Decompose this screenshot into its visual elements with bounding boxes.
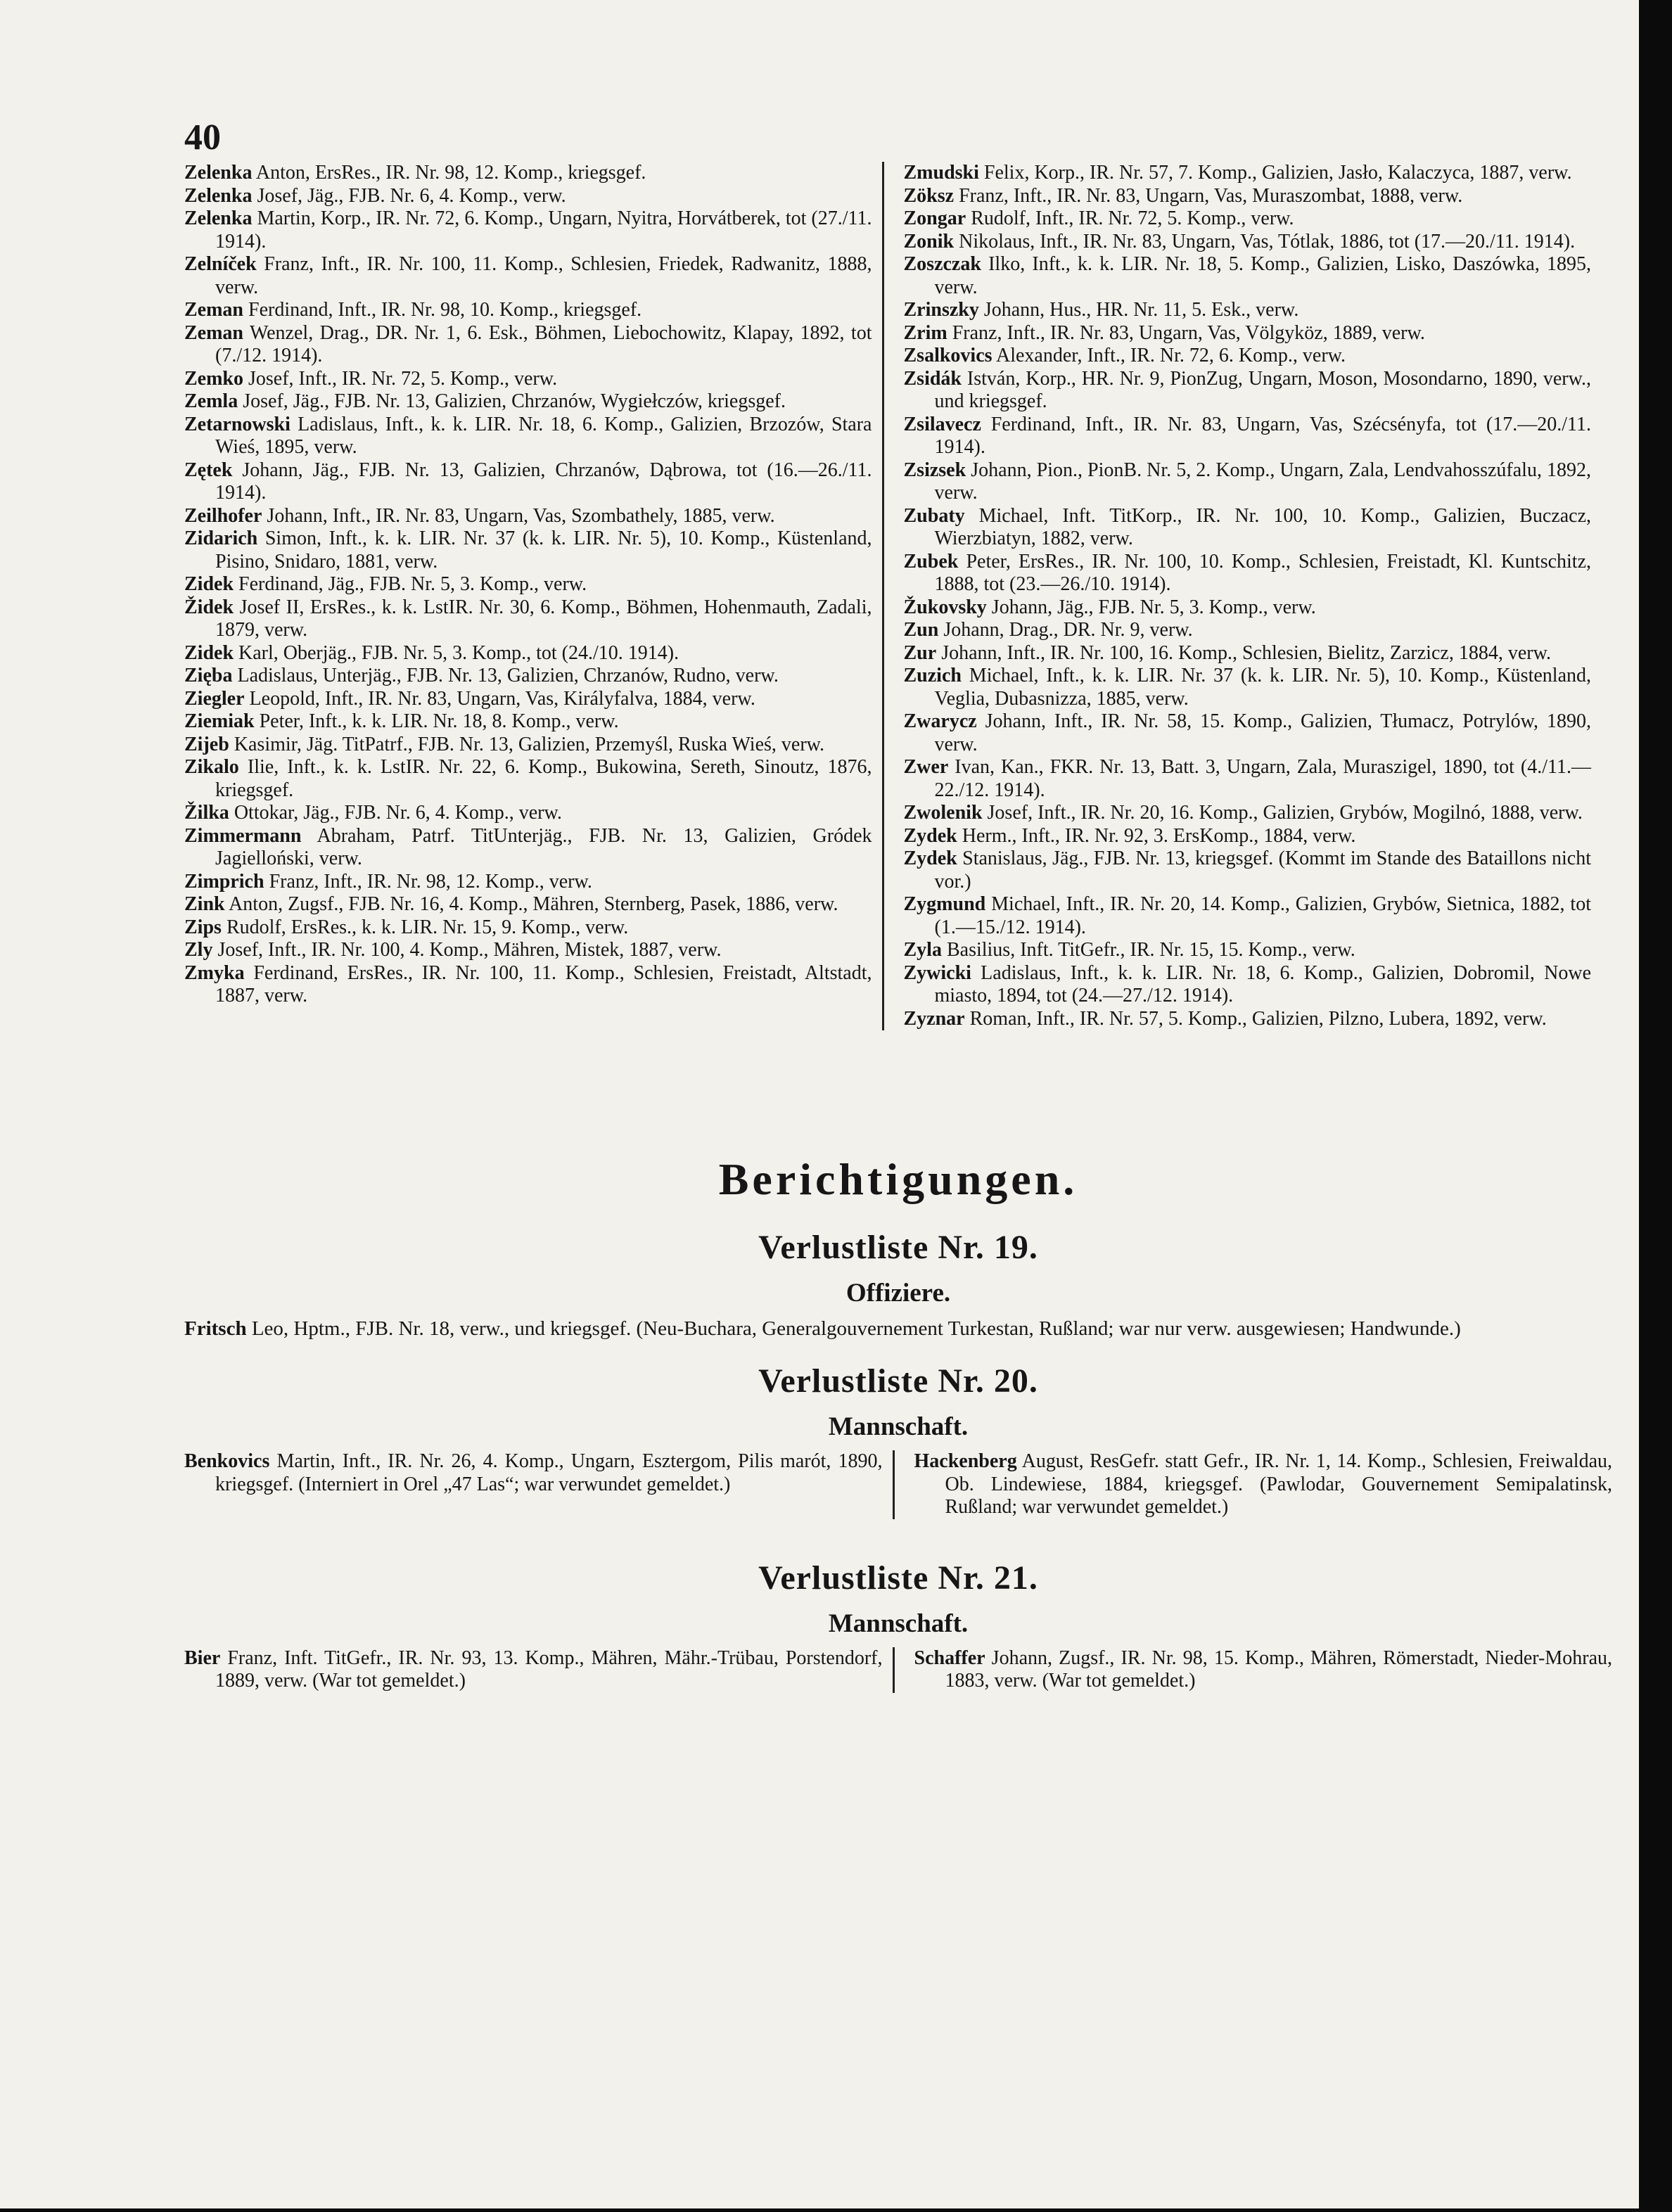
entry-details: Herm., Inft., IR. Nr. 92, 3. ErsKomp., 1884, verw. <box>957 824 1356 847</box>
list-20-right-column <box>893 1450 1613 1519</box>
list-21-right-entry <box>914 1647 1613 1693</box>
entry-details: Peter, ErsRes., IR. Nr. 100, 10. Komp., Schlesien, Freistadt, Kl. Kuntschitz, 1888, tot (23.—26./10. 1914). <box>934 550 1591 595</box>
entry-details: Franz, Inft., IR. Nr. 83, Ungarn, Vas, Muraszombat, 1888, verw. <box>954 184 1463 207</box>
entry-name: Zimmermann <box>184 824 302 847</box>
entry-name: Zidarich <box>184 528 258 549</box>
casualty-entry <box>904 825 1592 848</box>
casualty-entry <box>904 459 1592 505</box>
entry-name: Zemko <box>184 367 243 390</box>
entry-name: Zsizsek <box>903 459 966 481</box>
list-19-category: Offiziere. <box>845 1279 951 1308</box>
entry-name: Zrim <box>903 321 947 344</box>
casualty-entry <box>904 207 1592 231</box>
list-20-columns <box>184 1450 1612 1519</box>
entry-name: Zly <box>184 939 213 961</box>
casualty-entry <box>184 299 872 322</box>
entry-details: Johann, Inft., IR. Nr. 100, 16. Komp., Schlesien, Bielitz, Zarzicz, 1884, verw. <box>936 641 1551 664</box>
entry-details: Josef, Inft., IR. Nr. 72, 5. Komp., verw. <box>243 367 558 390</box>
entry-name: Zrinszky <box>903 299 979 321</box>
casualty-entry <box>904 345 1592 368</box>
entry-name: Bier <box>184 1647 221 1669</box>
list-19-entry <box>184 1317 1612 1341</box>
entry-details: Johann, Jäg., FJB. Nr. 5, 3. Komp., verw. <box>986 596 1316 618</box>
casualty-entry <box>184 505 872 528</box>
entry-details: Basilius, Inft. TitGefr., IR. Nr. 15, 15. Komp., verw. <box>941 939 1355 961</box>
entry-details: Ferdinand, Inft., IR. Nr. 98, 10. Komp., kriegsgef. <box>243 299 642 321</box>
list-21-category: Mannschaft. <box>828 1609 969 1638</box>
entry-name: Zyla <box>903 939 942 961</box>
entry-details: Ferdinand, Jäg., FJB. Nr. 5, 3. Komp., verw. <box>234 573 587 595</box>
entry-name: Zsidák <box>903 367 962 390</box>
casualty-entry <box>904 322 1592 345</box>
entry-name: Zetarnowski <box>184 413 291 435</box>
casualty-entry <box>184 253 872 299</box>
list-20-left-entry <box>184 1450 883 1496</box>
casualty-entry <box>184 734 872 757</box>
entry-name: Zeilhofer <box>184 504 262 527</box>
casualty-list-columns <box>184 162 1591 1030</box>
entry-details: Johann, Pion., PionB. Nr. 5, 2. Komp., Ungarn, Zala, Lendvahosszúfalu, 1892, verw. <box>934 459 1591 504</box>
casualty-entry <box>904 299 1592 322</box>
list-19-heading: Verlustliste Nr. 19. <box>758 1229 1038 1266</box>
entry-details: Ladislaus, Unterjäg., FJB. Nr. 13, Galizien, Chrzanów, Rudno, verw. <box>232 665 779 686</box>
entry-details: Anton, ErsRes., IR. Nr. 98, 12. Komp., kriegsgef. <box>252 162 646 184</box>
list-20-heading: Verlustliste Nr. 20. <box>758 1362 1038 1400</box>
entry-details: Nikolaus, Inft., IR. Nr. 83, Ungarn, Vas, Tótlak, 1886, tot (17.—20./11. 1914). <box>954 230 1576 252</box>
entry-name: Zsilavecz <box>903 413 981 435</box>
casualty-entry <box>904 665 1592 710</box>
casualty-entry <box>184 962 872 1008</box>
entry-name: Schaffer <box>914 1647 985 1669</box>
list-20-left-column <box>184 1450 893 1519</box>
entry-name: Hackenberg <box>914 1450 1017 1472</box>
entry-name: Zeman <box>184 321 243 344</box>
entry-name: Zink <box>184 893 225 915</box>
entry-name: Židek <box>184 596 234 618</box>
entry-details: Michael, Inft., k. k. LIR. Nr. 37 (k. k. LIR. Nr. 5), 10. Komp., Küstenland, Veglia, Dubasnizza, 1885, verw. <box>934 665 1591 710</box>
entry-name: Zidek <box>184 641 234 664</box>
casualty-entry <box>904 802 1592 825</box>
casualty-entry <box>904 642 1592 665</box>
casualty-entry <box>904 162 1592 185</box>
casualty-entry <box>184 688 872 711</box>
list-21-heading: Verlustliste Nr. 21. <box>758 1559 1038 1597</box>
entry-details: Ladislaus, Inft., k. k. LIR. Nr. 18, 6. Komp., Galizien, Dobromil, Nowe miasto, 1894, tot (24.—27./12. 1914). <box>934 961 1591 1006</box>
entry-details: Ferdinand, ErsRes., IR. Nr. 100, 11. Komp., Schlesien, Freistadt, Altstadt, 1887, verw. <box>215 961 872 1006</box>
entry-details: Karl, Oberjäg., FJB. Nr. 5, 3. Komp., tot (24./10. 1914). <box>234 641 679 664</box>
casualty-entry <box>904 756 1592 802</box>
entry-details: Martin, Korp., IR. Nr. 72, 6. Komp., Ungarn, Nyitra, Horvátberek, tot (27./11. 1914). <box>215 207 872 252</box>
casualty-entry <box>904 231 1592 254</box>
entry-details: Johann, Inft., IR. Nr. 58, 15. Komp., Galizien, Tłumacz, Potrylów, 1890, verw. <box>934 710 1591 755</box>
entry-details: Josef, Inft., IR. Nr. 100, 4. Komp., Mähren, Mistek, 1887, verw. <box>212 939 722 961</box>
entry-name: Zwolenik <box>903 802 983 824</box>
entry-details: Anton, Zugsf., FJB. Nr. 16, 4. Komp., Mähren, Sternberg, Pasek, 1886, verw. <box>224 893 838 915</box>
list-21-columns <box>184 1647 1612 1693</box>
casualty-entry <box>184 871 872 894</box>
casualty-entry <box>904 619 1592 642</box>
entry-name: Zeman <box>184 299 243 321</box>
entry-name: Zikalo <box>184 756 239 778</box>
entry-name: Fritsch <box>184 1317 247 1340</box>
entry-name: Zubek <box>903 550 959 573</box>
casualty-entry <box>904 414 1592 459</box>
right-column <box>882 162 1592 1030</box>
casualty-entry <box>184 916 872 940</box>
entry-name: Zięba <box>184 665 233 686</box>
entry-name: Ziemiak <box>184 710 255 732</box>
entry-details: Wenzel, Drag., DR. Nr. 1, 6. Esk., Böhmen, Liebochowitz, Klapay, 1892, tot (7./12. 1914). <box>215 321 872 366</box>
entry-details: Franz, Inft., IR. Nr. 100, 11. Komp., Schlesien, Friedek, Radwanitz, 1888, verw. <box>215 253 872 298</box>
casualty-entry <box>904 893 1592 939</box>
casualty-entry <box>904 848 1592 893</box>
entry-details: Franz, Inft., IR. Nr. 83, Ungarn, Vas, Völgyköz, 1889, verw. <box>947 321 1425 344</box>
entry-details: Simon, Inft., k. k. LIR. Nr. 37 (k. k. LIR. Nr. 5), 10. Komp., Küstenland, Pisino, Snidaro, 1881, verw. <box>215 528 872 573</box>
entry-name: Zmyka <box>184 961 245 984</box>
entry-name: Zidek <box>184 573 234 595</box>
entry-details: Leopold, Inft., IR. Nr. 83, Ungarn, Vas, Királyfalva, 1884, verw. <box>244 687 755 710</box>
entry-name: Zur <box>903 641 937 664</box>
entry-details: Kasimir, Jäg. TitPatrf., FJB. Nr. 13, Galizien, Przemyśl, Ruska Wieś, verw. <box>229 733 825 755</box>
casualty-entry <box>184 939 872 962</box>
casualty-entry <box>184 596 872 642</box>
casualty-entry <box>904 596 1592 620</box>
entry-name: Zyznar <box>903 1007 965 1030</box>
entry-details: Josef, Jäg., FJB. Nr. 13, Galizien, Chrzanów, Wygiełczów, kriegsgef. <box>238 390 786 412</box>
page-number: 40 <box>184 117 221 158</box>
entry-name: Benkovics <box>184 1450 270 1472</box>
entry-name: Zonik <box>903 230 955 252</box>
casualty-entry <box>904 939 1592 962</box>
casualty-entry <box>904 253 1592 299</box>
list-20-category: Mannschaft. <box>828 1412 969 1441</box>
entry-details: Johann, Zugsf., IR. Nr. 98, 15. Komp., Mähren, Römerstadt, Nieder-Mohrau, 1883, verw. (War tot gemeldet.) <box>945 1647 1612 1692</box>
entry-name: Zöksz <box>903 184 955 207</box>
left-column <box>184 162 882 1030</box>
casualty-entry <box>904 710 1592 756</box>
entry-details: Josef, Inft., IR. Nr. 20, 16. Komp., Galizien, Grybów, Mogilnó, 1888, verw. <box>982 802 1583 824</box>
casualty-entry <box>184 207 872 253</box>
entry-details: Abraham, Patrf. TitUnterjäg., FJB. Nr. 13, Galizien, Gródek Jagielloński, verw. <box>215 824 872 869</box>
list-21-left-column <box>184 1647 893 1693</box>
entry-name: Zijeb <box>184 733 229 755</box>
casualty-entry <box>904 1008 1592 1031</box>
casualty-entry <box>184 642 872 665</box>
entry-name: Zongar <box>903 207 966 229</box>
casualty-entry <box>904 368 1592 414</box>
casualty-entry <box>184 368 872 391</box>
casualty-entry <box>904 185 1592 208</box>
entry-details: Josef, Jäg., FJB. Nr. 6, 4. Komp., verw. <box>252 184 566 207</box>
casualty-entry <box>904 551 1592 596</box>
entry-details: István, Korp., HR. Nr. 9, PionZug, Ungarn, Moson, Mosondarno, 1890, verw., und kriegsgef. <box>934 367 1591 412</box>
entry-details: Rudolf, Inft., IR. Nr. 72, 5. Komp., verw. <box>966 207 1294 229</box>
entry-name: Zygmund <box>903 893 986 915</box>
entry-details: Ottokar, Jäg., FJB. Nr. 6, 4. Komp., verw. <box>229 802 562 824</box>
entry-name: Zelníček <box>184 253 257 275</box>
entry-name: Zubaty <box>903 504 965 527</box>
list-21-left-entry <box>184 1647 883 1693</box>
entry-name: Zuzich <box>903 665 962 686</box>
entry-name: Zydek <box>903 824 957 847</box>
entry-details: Ladislaus, Inft., k. k. LIR. Nr. 18, 6. Komp., Galizien, Brzozów, Stara Wieś, 1895, verw. <box>215 413 872 458</box>
casualty-entry <box>184 893 872 916</box>
entry-details: Roman, Inft., IR. Nr. 57, 5. Komp., Galizien, Pilzno, Lubera, 1892, verw. <box>964 1007 1547 1030</box>
entry-name: Zwer <box>903 756 949 778</box>
entry-details: Ivan, Kan., FKR. Nr. 13, Batt. 3, Ungarn, Zala, Muraszigel, 1890, tot (4./11.—22./12. 1914). <box>934 756 1591 801</box>
casualty-entry <box>184 185 872 208</box>
casualty-entry <box>184 459 872 505</box>
casualty-entry <box>904 962 1592 1008</box>
casualty-entry <box>184 528 872 573</box>
entry-details: Franz, Inft. TitGefr., IR. Nr. 93, 13. Komp., Mähren, Mähr.-Trübau, Porstendorf, 1889, verw. (War tot gemeldet.) <box>215 1647 883 1692</box>
casualty-entry <box>184 322 872 368</box>
entry-details: Ilko, Inft., k. k. LIR. Nr. 18, 5. Komp., Galizien, Lisko, Daszówka, 1895, verw. <box>934 253 1591 298</box>
entry-details: Michael, Inft., IR. Nr. 20, 14. Komp., Galizien, Grybów, Sietnica, 1882, tot (1.—15./12. 1914). <box>934 893 1591 938</box>
entry-details: Stanislaus, Jäg., FJB. Nr. 13, kriegsgef. (Kommt im Stande des Bataillons nicht vor.) <box>934 848 1591 893</box>
casualty-entry <box>184 825 872 871</box>
entry-details: Peter, Inft., k. k. LIR. Nr. 18, 8. Komp., verw. <box>254 710 619 732</box>
entry-details: Franz, Inft., IR. Nr. 98, 12. Komp., verw. <box>264 870 592 893</box>
entry-details: Felix, Korp., IR. Nr. 57, 7. Komp., Galizien, Jasło, Kalaczyca, 1887, verw. <box>978 162 1572 184</box>
entry-details: Martin, Inft., IR. Nr. 26, 4. Komp., Ungarn, Esztergom, Pilis marót, 1890, kriegsgef. (Interniert in Orel „47 Las“; war verwundet gemeldet.) <box>215 1450 883 1495</box>
entry-name: Ziegler <box>184 687 245 710</box>
casualty-entry <box>184 390 872 414</box>
casualty-entry <box>184 665 872 688</box>
entry-name: Zelenka <box>184 184 253 207</box>
entry-details: Leo, Hptm., FJB. Nr. 18, verw., und kriegsgef. (Neu-Buchara, Generalgouvernement Turkestan, Rußland; war nur verw. ausgewiesen; Handwunde.) <box>246 1317 1461 1340</box>
entry-details: Johann, Drag., DR. Nr. 9, verw. <box>938 619 1193 641</box>
entry-name: Zelenka <box>184 207 253 229</box>
entry-name: Zwarycz <box>903 710 977 732</box>
entry-details: Alexander, Inft., IR. Nr. 72, 6. Komp., verw. <box>992 345 1346 366</box>
list-21-right-column <box>893 1647 1613 1693</box>
entry-details: Michael, Inft. TitKorp., IR. Nr. 100, 10. Komp., Galizien, Buczacz, Wierzbiatyn, 1882, verw. <box>934 504 1591 549</box>
entry-name: Zsalkovics <box>903 345 993 366</box>
corrections-heading: Berichtigungen. <box>718 1154 1078 1204</box>
entry-name: Zydek <box>903 848 957 869</box>
entry-name: Zmudski <box>903 162 979 184</box>
casualty-entry <box>184 710 872 734</box>
entry-name: Zywicki <box>903 961 971 984</box>
entry-details: August, ResGefr. statt Gefr., IR. Nr. 1, 14. Komp., Schlesien, Freiwaldau, Ob. Lindewiese, 1884, kriegsgef. (Pawlodar, Gouvernement Semipalatinsk, Rußland; war verwundet gemeldet.) <box>945 1450 1612 1518</box>
entry-name: Žukovsky <box>903 596 987 618</box>
casualty-entry <box>904 505 1592 551</box>
entry-name: Zętek <box>184 459 233 481</box>
entry-name: Zemla <box>184 390 238 412</box>
list-20-right-entry <box>914 1450 1613 1519</box>
casualty-entry <box>184 414 872 459</box>
entry-name: Zips <box>184 916 222 938</box>
entry-name: Žilka <box>184 802 229 824</box>
entry-details: Johann, Inft., IR. Nr. 83, Ungarn, Vas, Szombathely, 1885, verw. <box>262 504 775 527</box>
entry-name: Zelenka <box>184 162 253 184</box>
casualty-entry <box>184 162 872 185</box>
entry-details: Johann, Jäg., FJB. Nr. 13, Galizien, Chrzanów, Dąbrowa, tot (16.—26./11. 1914). <box>215 459 872 504</box>
entry-name: Zoszczak <box>903 253 981 275</box>
entry-name: Zimprich <box>184 870 264 893</box>
entry-details: Ilie, Inft., k. k. LstIR. Nr. 22, 6. Komp., Bukowina, Sereth, Sinoutz, 1876, kriegsgef. <box>215 756 872 801</box>
casualty-entry <box>184 802 872 825</box>
casualty-entry <box>184 573 872 596</box>
entry-details: Rudolf, ErsRes., k. k. LIR. Nr. 15, 9. Komp., verw. <box>221 916 629 938</box>
entry-details: Johann, Hus., HR. Nr. 11, 5. Esk., verw. <box>978 299 1299 321</box>
entry-name: Zun <box>903 619 939 641</box>
entry-details: Josef II, ErsRes., k. k. LstIR. Nr. 30, 6. Komp., Böhmen, Hohenmauth, Zadali, 1879, verw. <box>215 596 872 641</box>
entry-details: Ferdinand, Inft., IR. Nr. 83, Ungarn, Vas, Szécsényfa, tot (17.—20./11. 1914). <box>934 413 1591 458</box>
casualty-entry <box>184 756 872 802</box>
